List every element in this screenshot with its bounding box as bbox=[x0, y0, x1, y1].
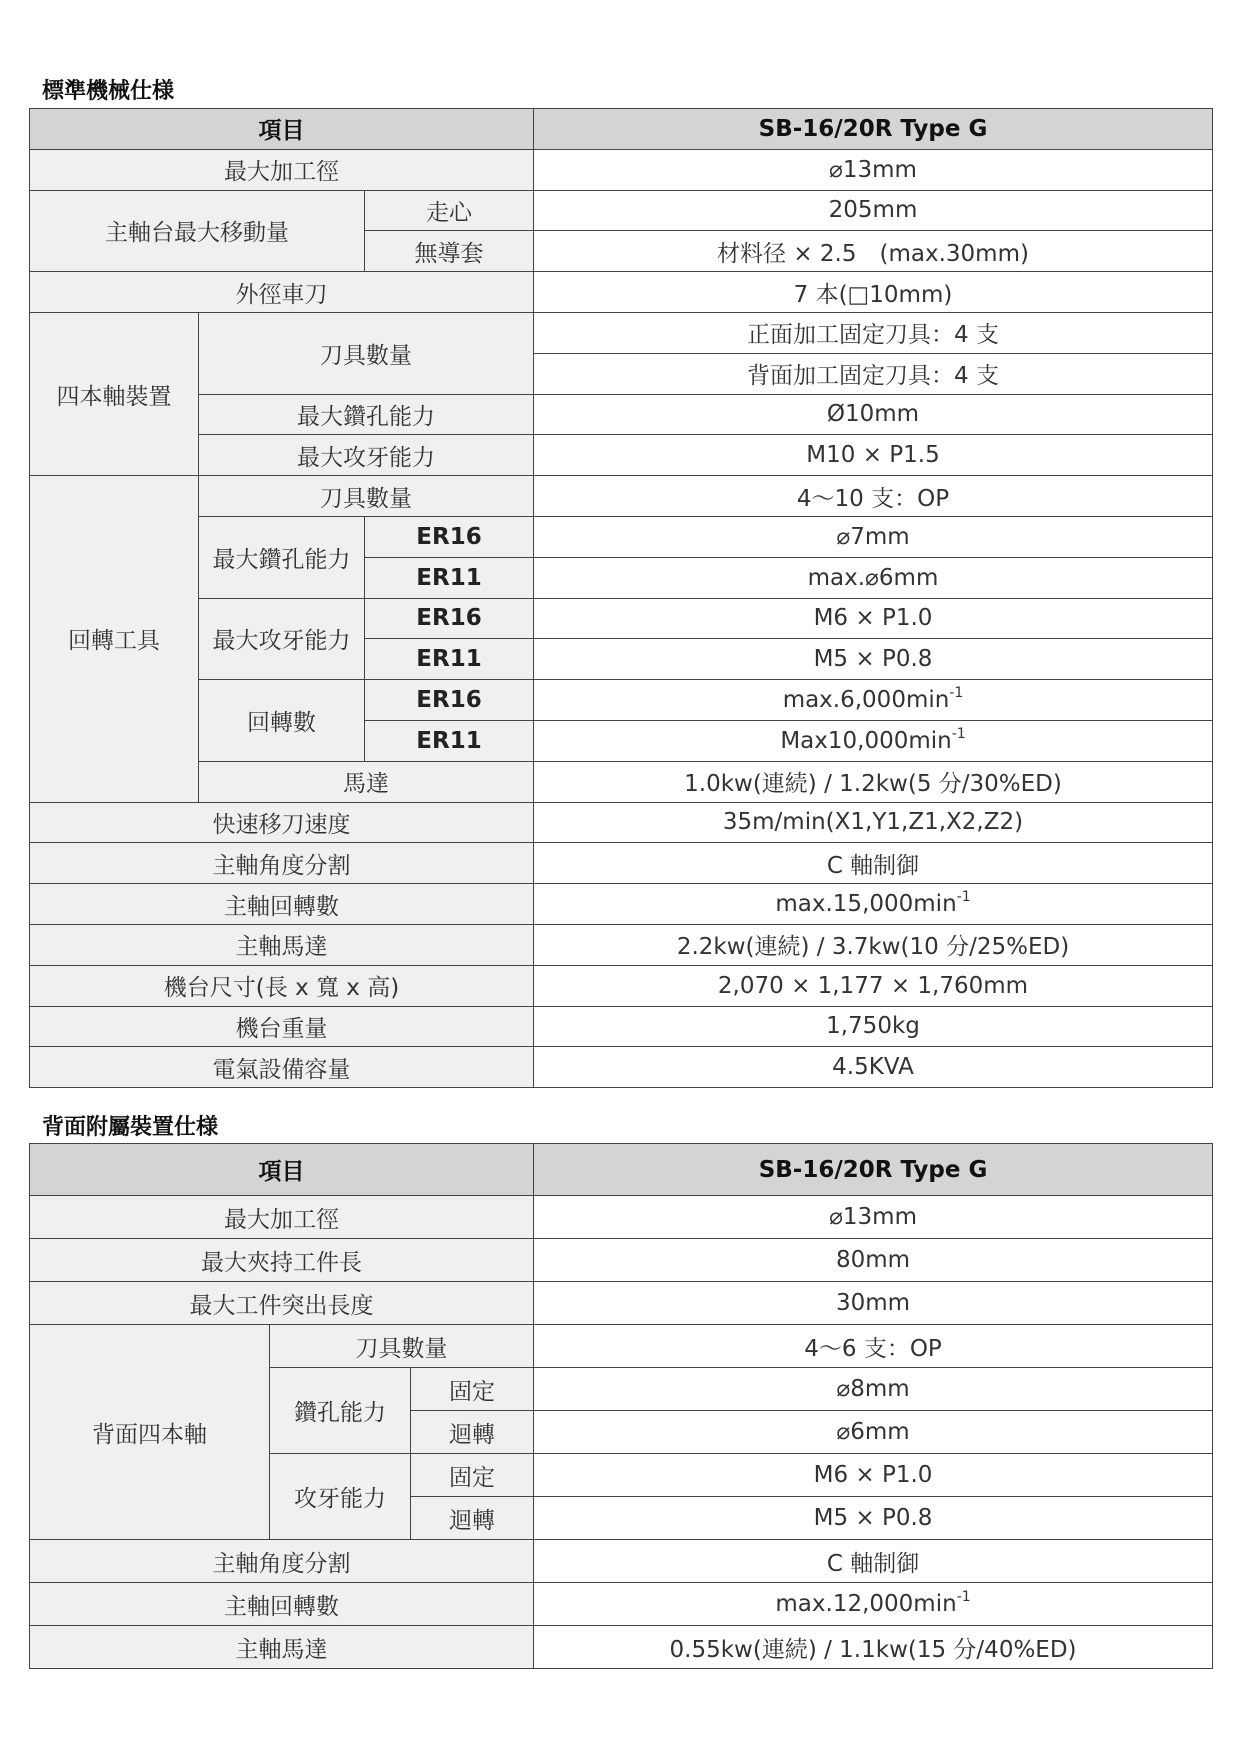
sub-label-rpm-er16: ER16 bbox=[365, 680, 534, 721]
row-value-machine-size: 2,070 × 1,177 × 1,760mm bbox=[534, 965, 1213, 1006]
sub-label-rotary-rpm: 回轉數 bbox=[199, 680, 365, 762]
sub-label-drill-er16: ER16 bbox=[365, 516, 534, 557]
row-label-spindle-index: 主軸角度分割 bbox=[30, 1540, 534, 1583]
section-title-back-attachment-spec: 背面附屬裝置仕様 bbox=[42, 1115, 219, 1140]
row-label-power-capacity: 電氣設備容量 bbox=[30, 1047, 534, 1088]
row-value-rpm-er11 bbox=[534, 720, 1213, 761]
row-value-spindle-index: C 軸制御 bbox=[534, 1540, 1213, 1583]
row-value-tap-rotary: M5 × P0.8 bbox=[534, 1497, 1213, 1540]
rpm-er11-exponent: -1 bbox=[951, 725, 966, 742]
sub-label-drill-fixed: 固定 bbox=[411, 1368, 534, 1411]
table-row bbox=[30, 272, 1213, 313]
section-title-standard-spec: 標準機械仕様 bbox=[42, 79, 175, 104]
row-value-sliding: 205mm bbox=[534, 190, 1213, 231]
row-value-machine-weight: 1,750kg bbox=[534, 1006, 1213, 1047]
sub-label-no-guide-bush: 無導套 bbox=[365, 231, 534, 272]
row-label-spindle-motor: 主軸馬達 bbox=[30, 1626, 534, 1669]
spindle-rpm-exponent: -1 bbox=[956, 1589, 971, 1605]
row-label-spindle-motor: 主軸馬達 bbox=[30, 924, 534, 965]
row-label-max-protrusion: 最大工件突出長度 bbox=[30, 1282, 534, 1325]
row-label-rotary-tool: 回轉工具 bbox=[30, 476, 199, 802]
sub-label-rpm-er11: ER11 bbox=[365, 720, 534, 761]
row-label-headstock-travel: 主軸台最大移動量 bbox=[30, 190, 365, 272]
table-row bbox=[30, 924, 1213, 965]
row-value-max-diameter: ⌀13mm bbox=[534, 149, 1213, 190]
table-row bbox=[30, 598, 1213, 639]
row-value-drill-er16: ⌀7mm bbox=[534, 516, 1213, 557]
table-row bbox=[30, 394, 1213, 435]
rpm-er16-text: max.6,000min bbox=[782, 687, 950, 714]
spindle-rpm-text: max.15,000min bbox=[775, 891, 957, 918]
row-value-max-drill: Ø10mm bbox=[534, 394, 1213, 435]
row-value-rotary-tool-count: 4～10 支：OP bbox=[534, 476, 1213, 517]
row-value-spindle-motor: 0.55kw(連続) / 1.1kw(15 分/40%ED) bbox=[534, 1626, 1213, 1669]
row-label-od-tool: 外徑車刀 bbox=[30, 272, 534, 313]
header-model: SB-16/20R Type G bbox=[534, 1144, 1213, 1196]
table-header-row bbox=[30, 1144, 1213, 1196]
table-row bbox=[30, 1006, 1213, 1047]
row-value-drill-er11: max.⌀6mm bbox=[534, 557, 1213, 598]
row-label-max-diameter: 最大加工徑 bbox=[30, 1196, 534, 1239]
sub-label-tool-count: 刀具數量 bbox=[199, 312, 534, 394]
row-label-machine-weight: 機台重量 bbox=[30, 1006, 534, 1047]
sub-label-back-tap: 攻牙能力 bbox=[270, 1454, 411, 1540]
table-row bbox=[30, 1583, 1213, 1626]
row-value-max-protrusion: 30mm bbox=[534, 1282, 1213, 1325]
row-value-tap-er16: M6 × P1.0 bbox=[534, 598, 1213, 639]
sub-label-drill-er11: ER11 bbox=[365, 557, 534, 598]
table-row bbox=[30, 843, 1213, 884]
row-value-spindle-index: C 軸制御 bbox=[534, 843, 1213, 884]
table-row bbox=[30, 1325, 1213, 1368]
row-value-spindle-rpm bbox=[534, 1583, 1213, 1626]
row-value-tool-count-back: 背面加工固定刀具：4 支 bbox=[534, 353, 1213, 394]
row-value-rapid-feed: 35m/min(X1,Y1,Z1,X2,Z2) bbox=[534, 802, 1213, 843]
sub-label-max-drill: 最大鑽孔能力 bbox=[199, 394, 534, 435]
sub-label-sliding: 走心 bbox=[365, 190, 534, 231]
row-label-machine-size: 機台尺寸(長 x 寬 x 高) bbox=[30, 965, 534, 1006]
row-label-quad-spindle: 四本軸裝置 bbox=[30, 312, 199, 475]
table-row bbox=[30, 1540, 1213, 1583]
row-value-tool-count-front: 正面加工固定刀具：4 支 bbox=[534, 312, 1213, 353]
spindle-rpm-exponent: -1 bbox=[956, 889, 971, 906]
table-row bbox=[30, 1047, 1213, 1088]
row-label-back-quad: 背面四本軸 bbox=[30, 1325, 270, 1540]
row-label-spindle-index: 主軸角度分割 bbox=[30, 843, 534, 884]
standard-spec-table bbox=[29, 108, 1213, 1088]
table-row bbox=[30, 761, 1213, 802]
row-value-tap-er11: M5 × P0.8 bbox=[534, 639, 1213, 680]
sub-label-tap-er11: ER11 bbox=[365, 639, 534, 680]
row-value-no-guide-bush: 材料径 × 2.5 (max.30mm) bbox=[534, 231, 1213, 272]
table-row bbox=[30, 884, 1213, 925]
sub-label-tap-fixed: 固定 bbox=[411, 1454, 534, 1497]
table-header-row bbox=[30, 109, 1213, 150]
table-row bbox=[30, 1282, 1213, 1325]
row-value-rotary-motor: 1.0kw(連続) / 1.2kw(5 分/30%ED) bbox=[534, 761, 1213, 802]
row-value-spindle-motor: 2.2kw(連続) / 3.7kw(10 分/25%ED) bbox=[534, 924, 1213, 965]
sub-label-max-tap: 最大攻牙能力 bbox=[199, 435, 534, 476]
table-row bbox=[30, 1626, 1213, 1669]
sub-label-rotary-drill: 最大鑽孔能力 bbox=[199, 516, 365, 598]
table-row bbox=[30, 476, 1213, 517]
row-value-drill-rotary: ⌀6mm bbox=[534, 1411, 1213, 1454]
table-row bbox=[30, 1239, 1213, 1282]
table-row bbox=[30, 516, 1213, 557]
row-value-max-clamp-length: 80mm bbox=[534, 1239, 1213, 1282]
table-row bbox=[30, 680, 1213, 721]
rpm-er16-exponent: -1 bbox=[949, 685, 964, 702]
row-label-max-clamp-length: 最大夾持工件長 bbox=[30, 1239, 534, 1282]
table-row bbox=[30, 190, 1213, 231]
header-item: 項目 bbox=[30, 109, 534, 150]
sub-label-rotary-tap: 最大攻牙能力 bbox=[199, 598, 365, 680]
row-value-max-tap: M10 × P1.5 bbox=[534, 435, 1213, 476]
sub-label-tap-er16: ER16 bbox=[365, 598, 534, 639]
row-value-tap-fixed: M6 × P1.0 bbox=[534, 1454, 1213, 1497]
sub-label-tap-rotary: 迴轉 bbox=[411, 1497, 534, 1540]
header-model: SB-16/20R Type G bbox=[534, 109, 1213, 150]
row-value-spindle-rpm bbox=[534, 884, 1213, 925]
row-value-back-tool-count: 4～6 支：OP bbox=[534, 1325, 1213, 1368]
sub-label-rotary-tool-count: 刀具數量 bbox=[199, 476, 534, 517]
row-value-rpm-er16 bbox=[534, 680, 1213, 721]
spindle-rpm-text: max.12,000min bbox=[775, 1591, 957, 1617]
back-attachment-spec-table bbox=[29, 1143, 1213, 1669]
row-value-drill-fixed: ⌀8mm bbox=[534, 1368, 1213, 1411]
row-value-power-capacity: 4.5KVA bbox=[534, 1047, 1213, 1088]
row-label-spindle-rpm: 主軸回轉數 bbox=[30, 1583, 534, 1626]
row-label-spindle-rpm: 主軸回轉數 bbox=[30, 884, 534, 925]
sub-label-rotary-motor: 馬達 bbox=[199, 761, 534, 802]
row-label-rapid-feed: 快速移刀速度 bbox=[30, 802, 534, 843]
row-label-max-diameter: 最大加工徑 bbox=[30, 149, 534, 190]
sub-label-back-tool-count: 刀具數量 bbox=[270, 1325, 534, 1368]
row-value-max-diameter: ⌀13mm bbox=[534, 1196, 1213, 1239]
sub-label-drill-rotary: 迴轉 bbox=[411, 1411, 534, 1454]
row-value-od-tool: 7 本(□10mm) bbox=[534, 272, 1213, 313]
table-row bbox=[30, 965, 1213, 1006]
table-row bbox=[30, 1196, 1213, 1239]
table-row bbox=[30, 149, 1213, 190]
table-row bbox=[30, 802, 1213, 843]
header-item: 項目 bbox=[30, 1144, 534, 1196]
table-row bbox=[30, 312, 1213, 353]
sub-label-back-drill: 鑽孔能力 bbox=[270, 1368, 411, 1454]
table-row bbox=[30, 435, 1213, 476]
rpm-er11-text: Max10,000min bbox=[780, 727, 952, 754]
